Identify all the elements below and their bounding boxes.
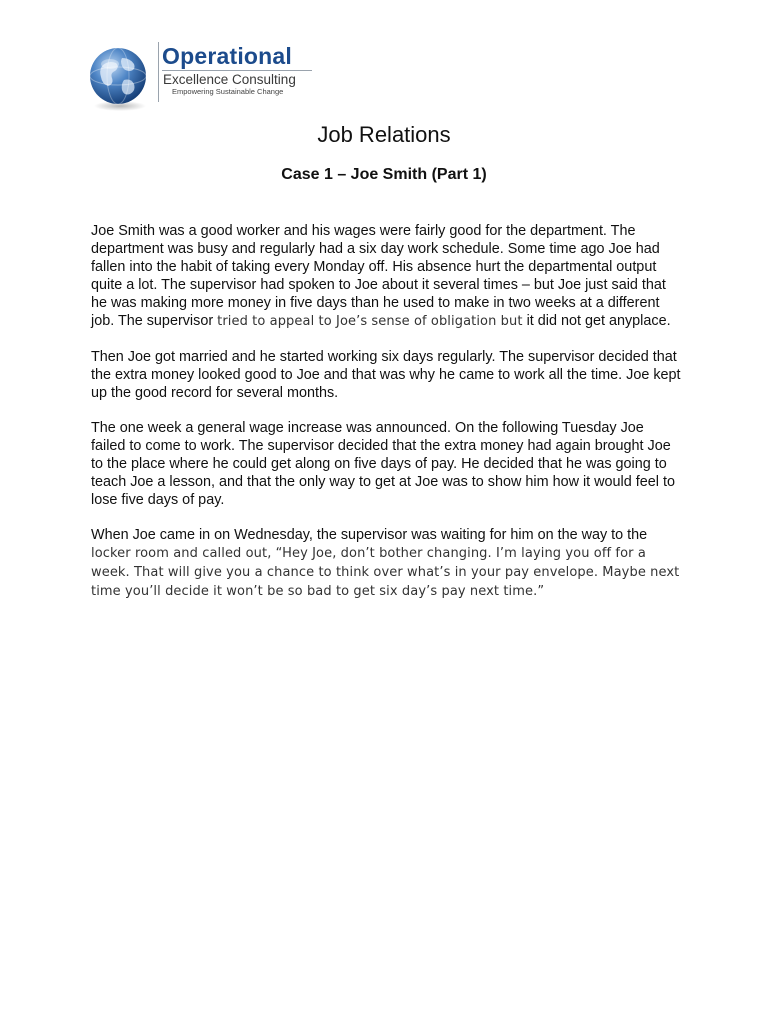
logo-text — [162, 44, 312, 97]
document-subtitle: Case 1 – Joe Smith (Part 1) — [281, 166, 487, 183]
globe-icon — [84, 44, 152, 112]
paragraph-3-text: The one week a general wage increase was announced. On the following Tuesday Joe failed to come to work. The supervisor decided that the extra money had again brought Joe to the place where he could get along on five days of pay. He decided that he was going to teach Joe a lesson, and that the only way to get at Joe was to show him how it would feel to lose five days of pay. — [91, 420, 675, 508]
paragraph-2-text: Then Joe got married and he started working six days regularly. The supervisor decided that the extra money looked good to Joe and that was why he came to work all the time. Joe kept up the good record for several months. — [91, 349, 681, 401]
paragraph-1-text: Joe Smith was a good worker and his wages were fairly good for the department. The department was busy and regularly had a six day work schedule. Some time ago Joe had fallen into the habit of taking every Monday off. His absence hurt the departmental output quite a lot. The supervisor had spoken to Joe about it several times – but Joe just said that he was making more money in five days than he used to make in two weeks at a different job. The supervisor — [91, 223, 666, 329]
paragraph-2 — [91, 348, 681, 402]
paragraph-3 — [91, 419, 681, 509]
logo-brand-sub: Excellence Consulting — [162, 70, 312, 87]
paragraph-4-light-text: locker room and called out, “Hey Joe, don’t bother changing. I’m laying you off for a week. That will give you a chance to think over what’s in your pay envelope. Maybe next time you’ll decide it won’t be so bad to get six day’s pay next time.” — [91, 546, 680, 599]
company-logo — [84, 40, 314, 116]
paragraph-1-tail: it did not get anyplace. — [522, 313, 671, 329]
logo-tagline: Empowering Sustainable Change — [172, 87, 284, 96]
logo-brand-name: Operational — [162, 43, 293, 69]
paragraph-1 — [91, 222, 681, 331]
document-title: Job Relations — [317, 122, 451, 147]
document-body — [91, 222, 681, 618]
paragraph-1-light-text: tried to appeal to Joe’s sense of obligation but — [217, 314, 523, 329]
paragraph-4 — [91, 526, 681, 601]
logo-divider — [158, 42, 159, 102]
paragraph-4-text: When Joe came in on Wednesday, the supervisor was waiting for him on the way to the — [91, 527, 648, 543]
